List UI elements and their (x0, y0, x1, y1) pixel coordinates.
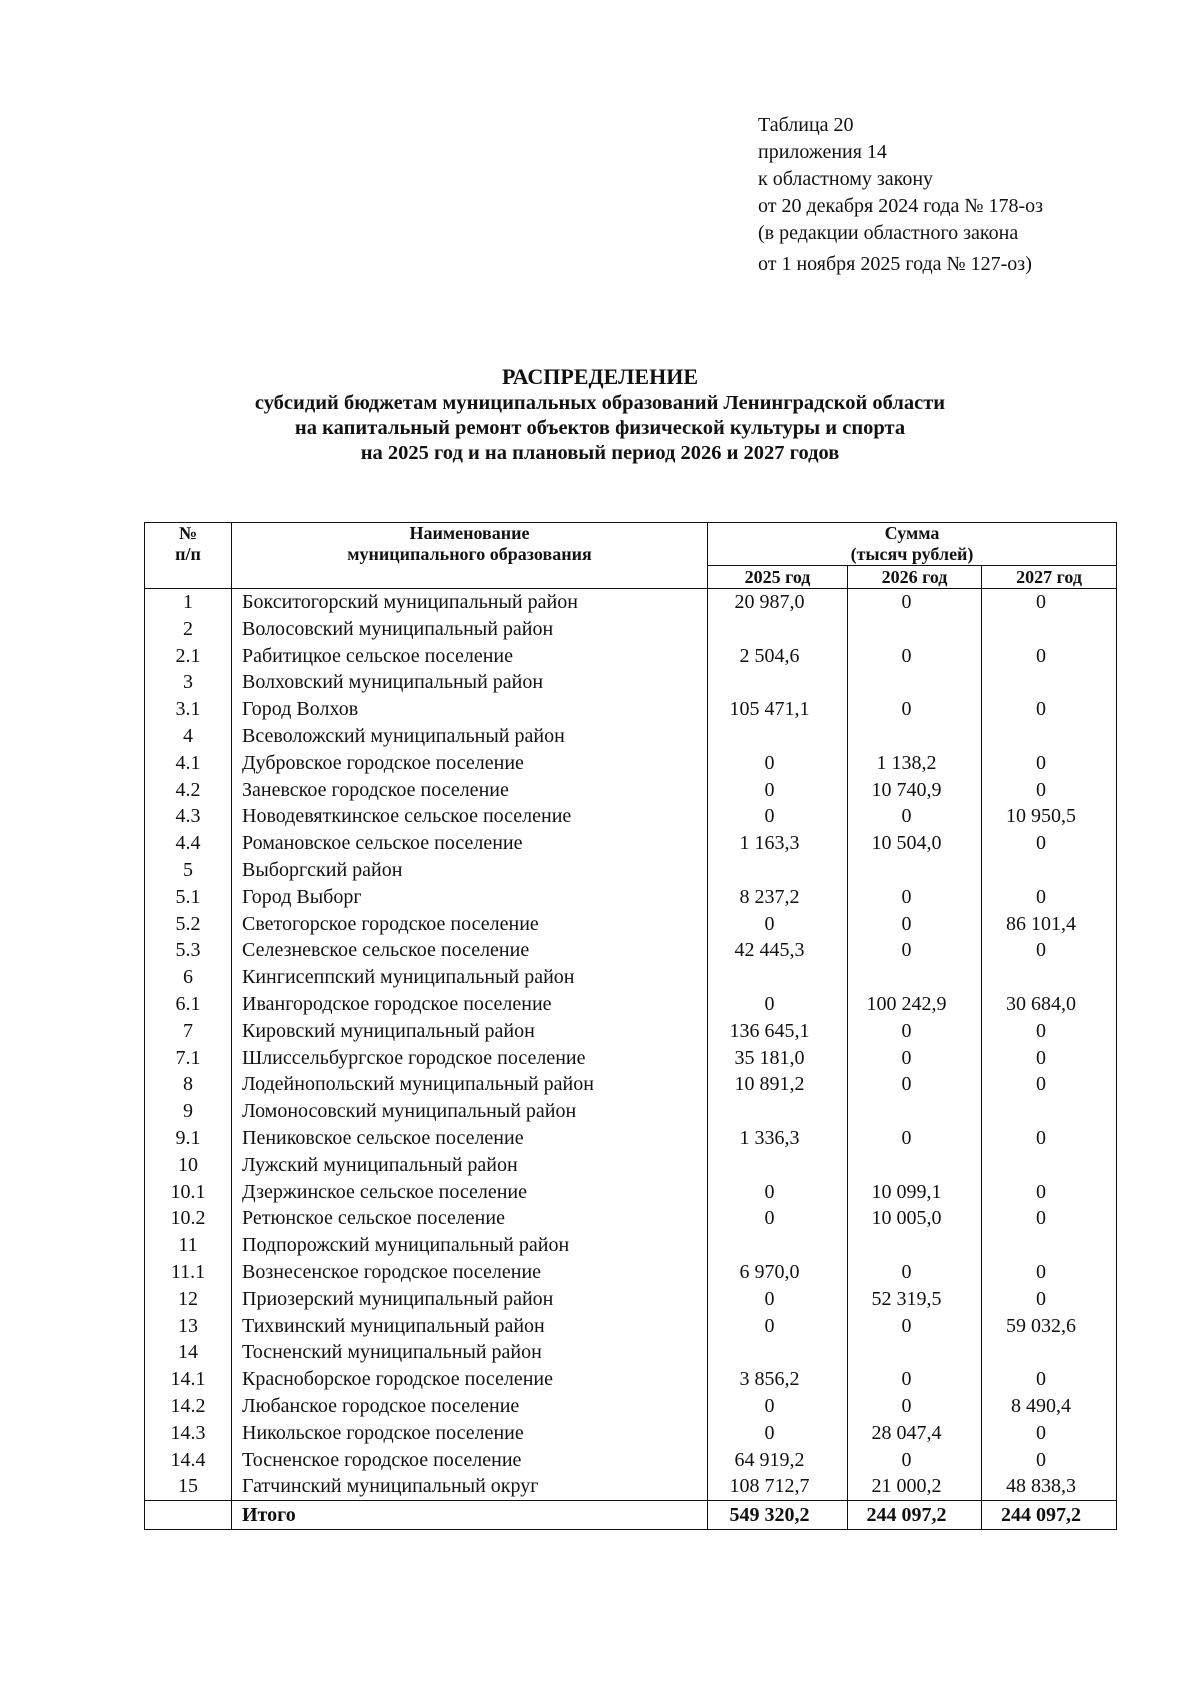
row-number: 6 (145, 964, 232, 991)
table-row (145, 750, 1117, 777)
table-row (145, 1045, 1117, 1072)
column-header-year-2026: 2026 год (848, 566, 982, 589)
row-number: 4.4 (145, 830, 232, 857)
row-value-2025: 0 (708, 1313, 848, 1340)
row-number: 10 (145, 1152, 232, 1179)
row-value-2025: 8 237,2 (708, 884, 848, 911)
row-value-2027: 0 (982, 750, 1117, 777)
row-value-2025 (708, 669, 848, 696)
table-row (145, 1286, 1117, 1313)
table-row (145, 643, 1117, 670)
row-value-2025: 108 712,7 (708, 1473, 848, 1500)
row-value-2026: 0 (848, 1447, 982, 1474)
row-value-2026: 0 (848, 1366, 982, 1393)
row-name: Город Выборг (232, 884, 708, 911)
table-row (145, 884, 1117, 911)
table-row (145, 1366, 1117, 1393)
row-name: Светогорское городское поселение (232, 911, 708, 938)
table-row (145, 1205, 1117, 1232)
row-value-2027: 30 684,0 (982, 991, 1117, 1018)
row-value-2027: 0 (982, 884, 1117, 911)
row-value-2026: 0 (848, 1045, 982, 1072)
row-value-2025 (708, 1232, 848, 1259)
row-value-2025 (708, 1098, 848, 1125)
row-value-2026: 0 (848, 1071, 982, 1098)
row-name: Романовское сельское поселение (232, 830, 708, 857)
row-value-2026: 100 242,9 (848, 991, 982, 1018)
table-row (145, 616, 1117, 643)
row-name: Тихвинский муниципальный район (232, 1313, 708, 1340)
row-number: 1 (145, 589, 232, 616)
row-number: 15 (145, 1473, 232, 1500)
row-value-2027: 0 (982, 1447, 1117, 1474)
row-value-2027: 86 101,4 (982, 911, 1117, 938)
row-value-2027: 0 (982, 696, 1117, 723)
row-number: 5 (145, 857, 232, 884)
row-number: 2 (145, 616, 232, 643)
table-row (145, 1447, 1117, 1474)
row-number: 11 (145, 1232, 232, 1259)
table-row (145, 830, 1117, 857)
row-value-2025: 0 (708, 1286, 848, 1313)
header-line: Таблица 20 (758, 114, 854, 136)
row-value-2025: 0 (708, 750, 848, 777)
row-value-2027: 0 (982, 1286, 1117, 1313)
row-number: 14 (145, 1339, 232, 1366)
row-number: 7 (145, 1018, 232, 1045)
row-name: Гатчинский муниципальный округ (232, 1473, 708, 1500)
row-value-2026: 10 740,9 (848, 777, 982, 804)
table-row (145, 777, 1117, 804)
table-row (145, 1179, 1117, 1206)
table-row (145, 1098, 1117, 1125)
row-value-2025: 0 (708, 911, 848, 938)
column-header-year-2025: 2025 год (708, 566, 848, 589)
row-value-2025: 0 (708, 991, 848, 1018)
row-number: 4.3 (145, 803, 232, 830)
table-row (145, 1259, 1117, 1286)
row-value-2027: 48 838,3 (982, 1473, 1117, 1500)
row-value-2025: 6 970,0 (708, 1259, 848, 1286)
row-value-2025: 0 (708, 1179, 848, 1206)
row-value-2026: 52 319,5 (848, 1286, 982, 1313)
row-value-2027 (982, 669, 1117, 696)
header-line: к областному закону (758, 168, 934, 190)
row-number: 14.2 (145, 1393, 232, 1420)
row-name: Кингисеппский муниципальный район (232, 964, 708, 991)
table-row (145, 1393, 1117, 1420)
total-2026: 244 097,2 (848, 1501, 982, 1530)
row-value-2026: 10 005,0 (848, 1205, 982, 1232)
row-name: Лодейнопольский муниципальный район (232, 1071, 708, 1098)
total-label: Итого (232, 1501, 708, 1530)
row-value-2027: 0 (982, 589, 1117, 616)
row-name: Никольское городское поселение (232, 1420, 708, 1447)
row-value-2025: 136 645,1 (708, 1018, 848, 1045)
row-number: 4.2 (145, 777, 232, 804)
row-number: 10.2 (145, 1205, 232, 1232)
row-value-2027: 8 490,4 (982, 1393, 1117, 1420)
row-name: Выборгский район (232, 857, 708, 884)
row-value-2027 (982, 1339, 1117, 1366)
row-value-2027: 0 (982, 777, 1117, 804)
header-line: от 20 декабря 2024 года № 178-оз (758, 195, 1044, 217)
row-value-2026: 28 047,4 (848, 1420, 982, 1447)
row-value-2026: 0 (848, 1125, 982, 1152)
total-2027: 244 097,2 (982, 1501, 1117, 1530)
row-value-2025: 3 856,2 (708, 1366, 848, 1393)
row-value-2027 (982, 964, 1117, 991)
row-name: Пениковское сельское поселение (232, 1125, 708, 1152)
row-value-2027: 10 950,5 (982, 803, 1117, 830)
header-line: (в редакции областного закона (758, 222, 1019, 244)
row-number: 14.1 (145, 1366, 232, 1393)
row-value-2026 (848, 1339, 982, 1366)
row-value-2026: 0 (848, 1259, 982, 1286)
row-number: 12 (145, 1286, 232, 1313)
row-value-2027: 0 (982, 1205, 1117, 1232)
row-value-2027: 0 (982, 1259, 1117, 1286)
row-number: 14.4 (145, 1447, 232, 1474)
row-value-2027 (982, 616, 1117, 643)
row-number: 6.1 (145, 991, 232, 1018)
row-name: Ивангородское городское поселение (232, 991, 708, 1018)
row-number: 3 (145, 669, 232, 696)
row-value-2025: 2 504,6 (708, 643, 848, 670)
row-number: 7.1 (145, 1045, 232, 1072)
row-value-2025: 42 445,3 (708, 937, 848, 964)
row-name: Вознесенское городское поселение (232, 1259, 708, 1286)
row-value-2025: 0 (708, 1420, 848, 1447)
row-value-2027: 0 (982, 1179, 1117, 1206)
row-value-2027: 0 (982, 1420, 1117, 1447)
row-name: Лужский муниципальный район (232, 1152, 708, 1179)
row-value-2025 (708, 964, 848, 991)
row-number: 5.2 (145, 911, 232, 938)
table-row (145, 669, 1117, 696)
row-name: Бокситогорский муниципальный район (232, 589, 708, 616)
row-value-2026 (848, 723, 982, 750)
row-value-2026: 0 (848, 643, 982, 670)
table-row (145, 1473, 1117, 1500)
row-value-2026: 0 (848, 911, 982, 938)
row-number: 9 (145, 1098, 232, 1125)
row-value-2025 (708, 616, 848, 643)
column-header-number-line2: п/п (175, 544, 201, 564)
distribution-table (144, 522, 1117, 1530)
row-value-2025: 20 987,0 (708, 589, 848, 616)
row-value-2027 (982, 723, 1117, 750)
row-value-2026: 0 (848, 589, 982, 616)
row-value-2026: 21 000,2 (848, 1473, 982, 1500)
row-name: Новодевяткинское сельское поселение (232, 803, 708, 830)
row-number: 4.1 (145, 750, 232, 777)
row-number: 3.1 (145, 696, 232, 723)
row-name: Волховский муниципальный район (232, 669, 708, 696)
row-name: Тосненский муниципальный район (232, 1339, 708, 1366)
row-value-2026: 0 (848, 696, 982, 723)
row-value-2025: 105 471,1 (708, 696, 848, 723)
row-value-2026: 0 (848, 1313, 982, 1340)
table-row (145, 964, 1117, 991)
total-2025: 549 320,2 (708, 1501, 848, 1530)
row-name: Всеволожский муниципальный район (232, 723, 708, 750)
row-value-2027: 59 032,6 (982, 1313, 1117, 1340)
header-line: приложения 14 (758, 141, 887, 163)
row-value-2026 (848, 1152, 982, 1179)
total-number-cell (145, 1501, 232, 1530)
row-value-2025 (708, 1152, 848, 1179)
row-number: 5.1 (145, 884, 232, 911)
row-value-2026 (848, 669, 982, 696)
row-value-2025 (708, 1339, 848, 1366)
table-row (145, 1420, 1117, 1447)
row-value-2026: 0 (848, 937, 982, 964)
column-header-sum (708, 523, 1117, 566)
column-header-name (232, 523, 708, 589)
row-value-2027: 0 (982, 643, 1117, 670)
row-value-2026: 10 099,1 (848, 1179, 982, 1206)
table-row (145, 857, 1117, 884)
table-row (145, 1313, 1117, 1340)
row-value-2026 (848, 616, 982, 643)
row-name: Дубровское городское поселение (232, 750, 708, 777)
table-row (145, 1125, 1117, 1152)
table-body (145, 589, 1117, 1501)
table-row (145, 803, 1117, 830)
row-value-2027 (982, 1098, 1117, 1125)
table-row (145, 1152, 1117, 1179)
row-value-2025: 35 181,0 (708, 1045, 848, 1072)
row-name: Шлиссельбургское городское поселение (232, 1045, 708, 1072)
row-value-2026 (848, 857, 982, 884)
table-row (145, 1339, 1117, 1366)
row-value-2025: 1 336,3 (708, 1125, 848, 1152)
row-value-2027: 0 (982, 1366, 1117, 1393)
table-row (145, 911, 1117, 938)
row-value-2025: 0 (708, 777, 848, 804)
row-name: Волосовский муниципальный район (232, 616, 708, 643)
row-name: Дзержинское сельское поселение (232, 1179, 708, 1206)
row-value-2025 (708, 723, 848, 750)
column-header-sum-line2: (тысяч рублей) (850, 544, 974, 564)
row-value-2026: 0 (848, 803, 982, 830)
row-value-2026: 10 504,0 (848, 830, 982, 857)
title-line: субсидий бюджетам муниципальных образований Ленинградской области (254, 392, 946, 414)
document-title (0, 364, 1200, 466)
column-header-number-line1: № (178, 523, 198, 543)
table-row (145, 991, 1117, 1018)
row-number: 8 (145, 1071, 232, 1098)
row-name: Селезневское сельское поселение (232, 937, 708, 964)
table-row (145, 1232, 1117, 1259)
row-value-2026 (848, 1098, 982, 1125)
row-value-2027: 0 (982, 1045, 1117, 1072)
title-main: РАСПРЕДЕЛЕНИЕ (501, 364, 698, 389)
table-row (145, 589, 1117, 616)
row-number: 5.3 (145, 937, 232, 964)
row-value-2025: 0 (708, 1393, 848, 1420)
title-line: на 2025 год и на плановый период 2026 и 2027 годов (360, 442, 840, 464)
row-name: Ретюнское сельское поселение (232, 1205, 708, 1232)
row-name: Ломоносовский муниципальный район (232, 1098, 708, 1125)
table-row (145, 1018, 1117, 1045)
row-value-2026 (848, 964, 982, 991)
column-header-name-line2: муниципального образования (347, 544, 592, 564)
document-header (758, 112, 1178, 278)
column-header-number (145, 523, 232, 589)
row-number: 2.1 (145, 643, 232, 670)
row-value-2025: 0 (708, 803, 848, 830)
row-number: 11.1 (145, 1259, 232, 1286)
title-line: на капитальный ремонт объектов физической культуры и спорта (294, 417, 906, 439)
column-header-name-line1: Наименование (409, 523, 530, 543)
row-value-2027: 0 (982, 830, 1117, 857)
row-value-2025: 10 891,2 (708, 1071, 848, 1098)
row-value-2025 (708, 857, 848, 884)
row-value-2025: 64 919,2 (708, 1447, 848, 1474)
row-value-2027 (982, 1152, 1117, 1179)
row-value-2027: 0 (982, 937, 1117, 964)
row-value-2025: 0 (708, 1205, 848, 1232)
row-name: Заневское городское поселение (232, 777, 708, 804)
row-number: 4 (145, 723, 232, 750)
row-name: Рабитицкое сельское поселение (232, 643, 708, 670)
row-value-2026: 1 138,2 (848, 750, 982, 777)
total-row (145, 1501, 1117, 1530)
row-number: 13 (145, 1313, 232, 1340)
row-name: Кировский муниципальный район (232, 1018, 708, 1045)
row-value-2027 (982, 857, 1117, 884)
row-value-2027: 0 (982, 1071, 1117, 1098)
row-name: Город Волхов (232, 696, 708, 723)
row-number: 10.1 (145, 1179, 232, 1206)
table-row (145, 1071, 1117, 1098)
row-name: Приозерский муниципальный район (232, 1286, 708, 1313)
row-value-2026: 0 (848, 1393, 982, 1420)
row-number: 9.1 (145, 1125, 232, 1152)
row-name: Тосненское городское поселение (232, 1447, 708, 1474)
row-value-2026: 0 (848, 1018, 982, 1045)
row-name: Подпорожский муниципальный район (232, 1232, 708, 1259)
row-name: Красноборское городское поселение (232, 1366, 708, 1393)
table-row (145, 937, 1117, 964)
row-value-2025: 1 163,3 (708, 830, 848, 857)
row-value-2027 (982, 1232, 1117, 1259)
row-name: Любанское городское поселение (232, 1393, 708, 1420)
header-line: от 1 ноября 2025 года № 127-оз) (758, 253, 1032, 275)
table-row (145, 723, 1117, 750)
table-row (145, 696, 1117, 723)
row-value-2026: 0 (848, 884, 982, 911)
row-number: 14.3 (145, 1420, 232, 1447)
column-header-sum-line1: Сумма (884, 523, 940, 543)
column-header-year-2027: 2027 год (982, 566, 1117, 589)
row-value-2027: 0 (982, 1125, 1117, 1152)
row-value-2027: 0 (982, 1018, 1117, 1045)
row-value-2026 (848, 1232, 982, 1259)
